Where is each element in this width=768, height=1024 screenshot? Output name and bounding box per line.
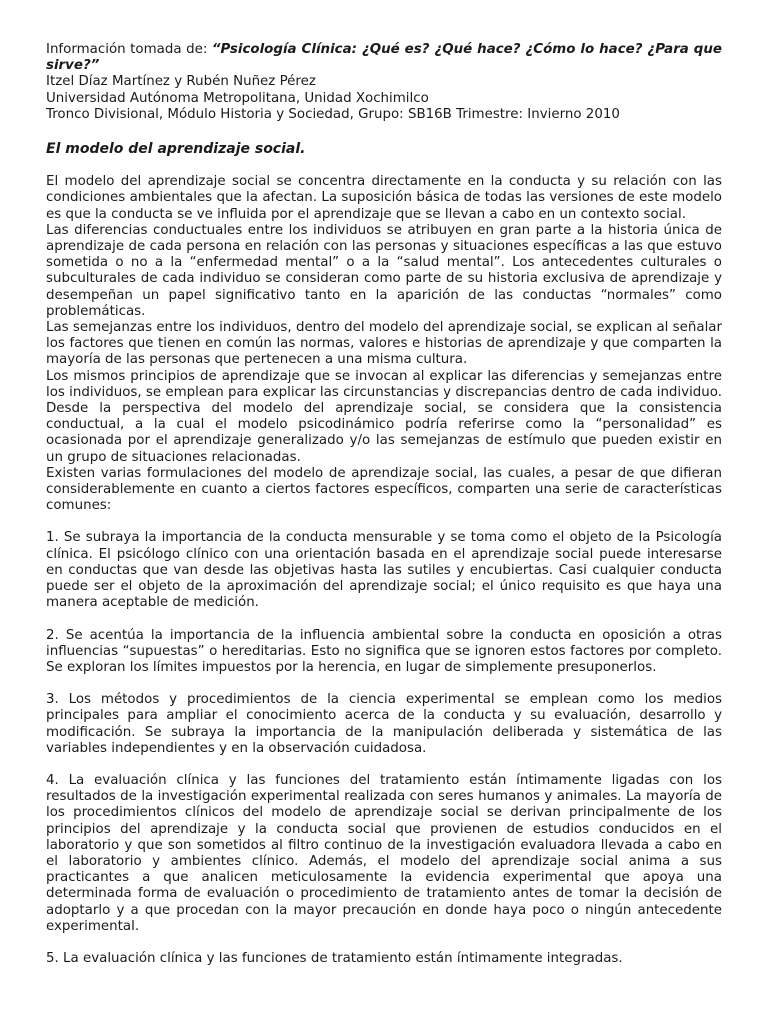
intro-section: [46, 174, 722, 514]
course-line: Tronco Divisional, Módulo Historia y Sociedad, Grupo: SB16B Trimestre: Invierno 2010: [46, 106, 620, 122]
spacer: [46, 757, 722, 773]
characteristic-item: 2. Se acentúa la importancia de la influencia ambiental sobre la conducta en oposición a otras influencias “supuestas” o hereditarias. Esto no significa que se ignoren estos factores por completo. Se exploran los límites impuestos por la herencia, en lugar de simplemente presuponerlos.: [46, 627, 722, 675]
spacer: [46, 514, 722, 530]
intro-paragraph: Los mismos principios de aprendizaje que se invocan al explicar las diferencias y semejanzas entre los individuos, se emplean para explicar las circunstancias y discrepancias dentro de cada individuo. Desde la perspectiva del modelo del aprendizaje social, se considera que la consistencia conductual, a la cual el modelo psicodinámico podría referirse como la “personalidad” es ocasionada por el aprendizaje generalizado y/o las semejanzas de estímulo que pueden existir en un grupo de situaciones relacionadas.: [46, 368, 722, 465]
spacer: [46, 612, 722, 628]
intro-paragraph: Existen varias formulaciones del modelo de aprendizaje social, las cuales, a pesar de que difieran considerablemente en cuanto a ciertos factores específicos, comparten una serie de características comunes:: [46, 465, 722, 514]
authors-line: Itzel Díaz Martínez y Rubén Nuñez Pérez: [46, 74, 316, 90]
characteristic-item: 5. La evaluación clínica y las funciones de tratamiento están íntimamente integradas.: [46, 950, 623, 966]
source-prefix: Información tomada de:: [46, 42, 212, 57]
document-page: [46, 42, 722, 967]
characteristic-item: 1. Se subraya la importancia de la conducta mensurable y se toma como el objeto de la Psicología clínica. El psicólogo clínico con una orientación basada en el aprendizaje social puede interesarse en conductas que van desde las objetivas hasta las sutiles y encubiertas. Casi cualquier conducta puede ser el objeto de la aproximación del aprendizaje social; el único requisito es que haya una manera aceptable de medición.: [46, 530, 722, 611]
university-line: Universidad Autónoma Metropolitana, Unidad Xochimilco: [46, 90, 429, 106]
source-title: “Psicología Clínica: ¿Qué es? ¿Qué hace? ¿Cómo lo hace? ¿Para que sirve?”: [46, 42, 722, 74]
document-header: [46, 42, 722, 123]
spacer: [46, 935, 722, 951]
characteristic-item: 4. La evaluación clínica y las funciones del tratamiento están íntimamente ligadas con los resultados de la investigación experimental realizada con seres humanos y animales. La mayoría de los procedimientos clínicos del modelo de aprendizaje social se derivan principalmente de los principios del aprendizaje y la conducta social que provienen de estudios conducidos en el laboratorio y que son sometidos al filtro continuo de la investigación evaluadora llevada a cabo en el laboratorio y ambientes clínico. Además, el modelo del aprendizaje social anima a sus practicantes a que analicen meticulosamente la evidencia experimental que apoya una determinada forma de evaluación o procedimiento de tratamiento antes de tomar la decisión de adoptarlo y a que procedan con la mayor precaución en donde haya poco o ningún antecedente experimental.: [46, 772, 722, 934]
characteristic-item: 3. Los métodos y procedimientos de la ciencia experimental se emplean como los medios principales para ampliar el conocimiento acerca de la conducta y su evaluación, desarrollo y modificación. Se subraya la importancia de la manipulación deliberada y sistemática de las variables independientes y en la observación cuidadosa.: [46, 692, 722, 756]
spacer: [46, 676, 722, 692]
source-line: [46, 42, 722, 74]
intro-paragraph: Las diferencias conductuales entre los individuos se atribuyen en gran parte a la historia única de aprendizaje de cada persona en relación con las personas y situaciones específicas a las que estuvo sometida o no a la “enfermedad mental” o a la “salud mental”. Los antecedentes culturales o subculturales de cada individuo se consideran como parte de su historia exclusiva de aprendizaje y desempeñan un papel significativo tanto en la aparición de las conductas “normales” como problemáticas.: [46, 222, 722, 319]
intro-paragraph: Las semejanzas entre los individuos, dentro del modelo del aprendizaje social, se explican al señalar los factores que tienen en común las normas, valores e historias de aprendizaje y que comparten la mayoría de las personas que pertenecen a una misma cultura.: [46, 320, 722, 368]
section-title: El modelo del aprendizaje social.: [46, 141, 306, 158]
intro-paragraph: El modelo del aprendizaje social se concentra directamente en la conducta y su relación con las condiciones ambientales que la afectan. La suposición básica de todas las versiones de este modelo es que la conducta se ve influida por el aprendizaje que se llevan a cabo en un contexto social.: [46, 174, 722, 222]
